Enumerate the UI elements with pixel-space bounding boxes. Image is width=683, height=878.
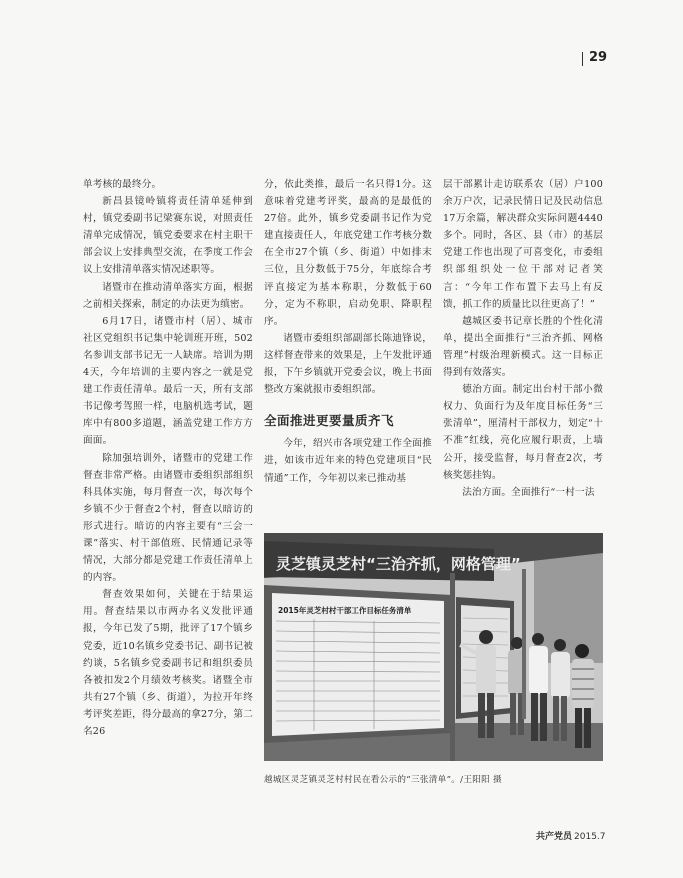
middle-column bbox=[264, 176, 432, 487]
paragraph: 除加强培训外，诸暨市的党建工作督查非常严格。由诸暨市委组织部组织科具体实施，每月督查一次，每次每个乡镇不少于督查2个村，督查以暗访的形式进行。暗访的内容主要有“三会一课”落实、村干部值班、民情通记录等情况，大部分都是党建工作责任清单上的内容。 bbox=[83, 452, 253, 584]
paragraph: 单考核的最终分。 bbox=[83, 179, 162, 190]
photo-caption: 越城区灵芝镇灵芝村村民在看公示的“三张清单”。/王阳阳 摄 bbox=[264, 775, 502, 785]
paragraph: 越城区委书记章长胜的个性化清单，提出全面推行“三治齐抓、网格管理”村级治理新模式。这一目标正得到有效落实。 bbox=[443, 315, 603, 379]
paragraph: 法治方面。全面推行“一村一法 bbox=[462, 486, 595, 498]
paragraph: 德治方面。制定出台村干部小微权力、负面行为及年度目标任务“三张清单”，厘清村干部权力，划定“十不准”红线，亮化应履行职责，上墙公开，接受监督，每月督查2次，考核奖惩挂钩。 bbox=[443, 384, 603, 481]
issue-date: 2015.7 bbox=[574, 832, 606, 842]
paragraph: 督查效果如何，关键在于结果运用。督查结果以市两办名义发批评通报，今年已发了5期，批评了17个镇乡党委，近10名镇乡党委书记、副书记被约谈，5名镇乡党委副书记和组织委员各被扣发2个月绩效考核奖。诸暨全市共有27个镇（乡、街道），为拉开年终考评奖差距，得分最高的拿27分，第二名26 bbox=[83, 589, 253, 737]
footer bbox=[536, 829, 606, 842]
magazine-name: 共产党员 bbox=[536, 832, 573, 842]
paragraph: 层干部累计走访联系农（居）户100余万户次，记录民情日记及民动信息17万余篇，解决群众实际问题4440多个。同时，各区、县（市）的基层党建工作也出现了可喜变化，市委组织部组织处一位干部对记者笑言：“今年工作布置下去马上有反馈，抓工作的质量比以往更高了！” bbox=[443, 179, 603, 310]
paragraph: 新昌县镜岭镇将责任清单延伸到村，镇党委副书记梁赛东说，对照责任清单完成情况，镇党委要求在村主职干部会议上安排典型交流，在季度工作会议上安排清单落实情况述职等。 bbox=[83, 196, 253, 276]
left-column bbox=[83, 176, 253, 740]
section-heading: 全面推进更要量质齐飞 bbox=[264, 413, 395, 429]
page-number-divider bbox=[582, 52, 583, 66]
paragraph: 今年，绍兴市各项党建工作全面推进，如该市近年来的特色党建项目“民情通”工作，今年初以来已推动基 bbox=[264, 438, 432, 484]
sign-text: 灵芝镇灵芝村“三治齐抓，网格管理” bbox=[276, 555, 521, 573]
paragraph: 诸暨市委组织部副部长陈迪锋说，这样督查带来的效果是，上午发批评通报，下午乡镇就开党委会议，晚上书面整改方案就报市委组织部。 bbox=[264, 332, 432, 396]
paragraph: 分，依此类推，最后一名只得1分。这意味着党建考评奖，最高的是最低的27倍。此外，镇乡党委副书记作为党建直接责任人，年底党建工作考核分数在全市27个镇（乡、街道）中如排末三位，且分数低于75分，年底综合考评直接定为基本称职，分数低于60分，定为不称职，启动免职、降职程序。 bbox=[264, 179, 432, 327]
article-photo bbox=[264, 533, 603, 761]
right-column bbox=[443, 176, 603, 501]
page-number: 29 bbox=[589, 50, 608, 65]
board-title: 2015年灵芝村村干部工作目标任务清单 bbox=[278, 606, 412, 615]
paragraph: 6月17日，诸暨市村（居）、城市社区党组织书记集中轮训班开班，502名参训支部书记无一人缺席。培训为期4天，今年培训的主要内容之一就是党建工作责任清单。最后一天，所有支部书记像考驾照一样，电脑机选考试，题库中有800多道题，涵盖党建工作方方面面。 bbox=[83, 315, 253, 447]
paragraph: 诸暨市在推动清单落实方面，根据之前相关探索，制定的办法更为缜密。 bbox=[83, 281, 253, 310]
photo-illustration bbox=[264, 533, 603, 761]
